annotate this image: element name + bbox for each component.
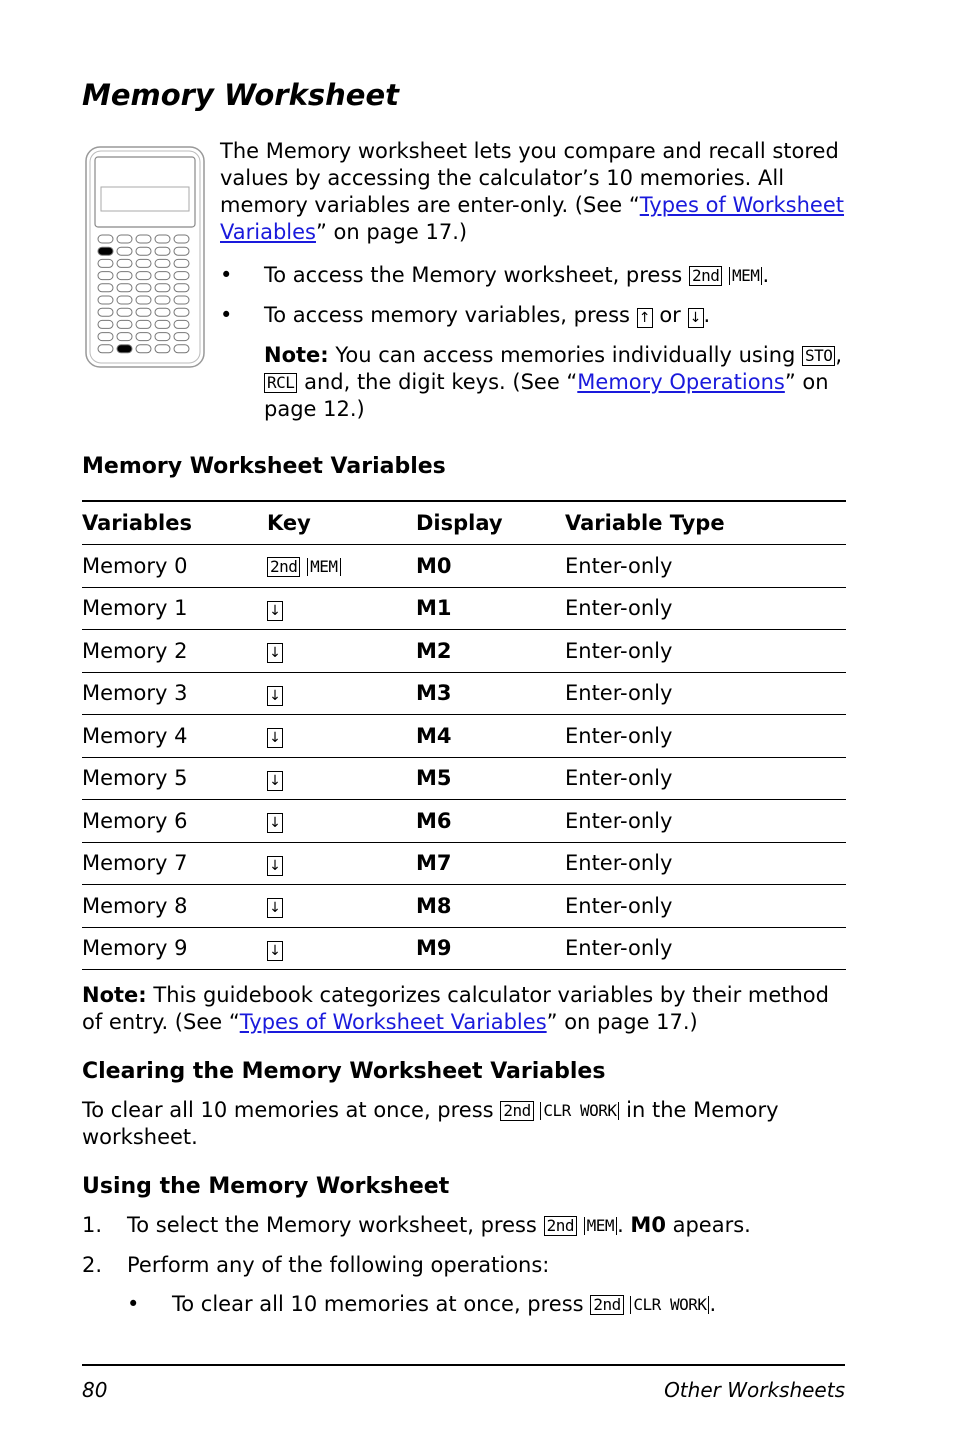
table-row: Memory 1 ↓ M1 Enter-only: [82, 587, 846, 630]
down-arrow-icon: ↓: [688, 308, 704, 328]
second-key: 2nd: [500, 1101, 533, 1121]
page-number: 80: [82, 1378, 108, 1402]
table-row: Memory 0 2nd MEM M0 Enter-only: [82, 545, 846, 588]
table-row: Memory 2 ↓ M2 Enter-only: [82, 630, 846, 673]
memory-variables-table: [82, 500, 846, 970]
mem-key: MEM: [729, 267, 762, 285]
calculator-icon: [84, 145, 208, 371]
down-arrow-icon: ↓: [267, 856, 283, 876]
up-arrow-icon: ↑: [637, 308, 653, 328]
rcl-key: RCL: [264, 373, 297, 393]
calculator-key: [117, 345, 132, 353]
note-memory-access: Note: You can access memories individually using STO , RCL and, the digit keys. (See “Memory Operations” on page 12.): [264, 343, 843, 421]
table-row: Memory 4 ↓ M4 Enter-only: [82, 715, 846, 758]
header-variable-type: Variable Type: [565, 501, 846, 545]
sto-key: STO: [802, 346, 835, 366]
table-row: Memory 5 ↓ M5 Enter-only: [82, 757, 846, 800]
second-key: 2nd: [590, 1295, 623, 1315]
calculator-key: [98, 247, 113, 255]
footer-divider: [82, 1364, 845, 1366]
footer-section-title: Other Worksheets: [664, 1378, 845, 1402]
down-arrow-icon: ↓: [267, 813, 283, 833]
table-row: Memory 9 ↓ M9 Enter-only: [82, 927, 846, 970]
down-arrow-icon: ↓: [267, 643, 283, 663]
memory-operations-link[interactable]: Memory Operations: [577, 370, 785, 394]
down-arrow-icon: ↓: [267, 686, 283, 706]
clearing-heading: Clearing the Memory Worksheet Variables: [82, 1059, 606, 1084]
down-arrow-icon: ↓: [267, 771, 283, 791]
clr-work-key: CLR WORK: [630, 1296, 709, 1314]
page-title: Memory Worksheet: [82, 78, 399, 112]
second-key: 2nd: [267, 557, 300, 577]
types-of-worksheet-variables-link-2[interactable]: Types of Worksheet Variables: [239, 1010, 547, 1034]
variables-heading: Memory Worksheet Variables: [82, 454, 446, 479]
mem-key: MEM: [307, 558, 340, 576]
second-key: 2nd: [544, 1216, 577, 1236]
intro-paragraph: The Memory worksheet lets you compare and recall stored values by accessing the calculator’s 10 memories. All memory variables are enter-only. (See “Types of Worksheet Variables” on page 17.): [220, 139, 845, 244]
using-heading: Using the Memory Worksheet: [82, 1174, 450, 1199]
table-row: Memory 6 ↓ M6 Enter-only: [82, 800, 846, 843]
table-row: Memory 8 ↓ M8 Enter-only: [82, 885, 846, 928]
table-row: Memory 3 ↓ M3 Enter-only: [82, 672, 846, 715]
mem-key: MEM: [584, 1217, 617, 1235]
clr-work-key: CLR WORK: [540, 1102, 619, 1120]
table-row: Memory 7 ↓ M7 Enter-only: [82, 842, 846, 885]
note-categorization: Note: This guidebook categorizes calculator variables by their method of entry. (See “Types of Worksheet Variables” on page 17.): [82, 983, 829, 1034]
types-of-worksheet-variables-link[interactable]: Types of Worksheet Variables: [220, 193, 845, 244]
down-arrow-icon: ↓: [267, 728, 283, 748]
down-arrow-icon: ↓: [267, 941, 283, 961]
second-key: 2nd: [689, 266, 722, 286]
header-variables: Variables: [82, 501, 267, 545]
down-arrow-icon: ↓: [267, 898, 283, 918]
header-display: Display: [416, 501, 565, 545]
down-arrow-icon: ↓: [267, 601, 283, 621]
clearing-paragraph: To clear all 10 memories at once, press 2nd CLR WORK in the Memory worksheet.: [82, 1098, 779, 1149]
header-key: Key: [267, 501, 416, 545]
table-header-row: [82, 501, 846, 545]
